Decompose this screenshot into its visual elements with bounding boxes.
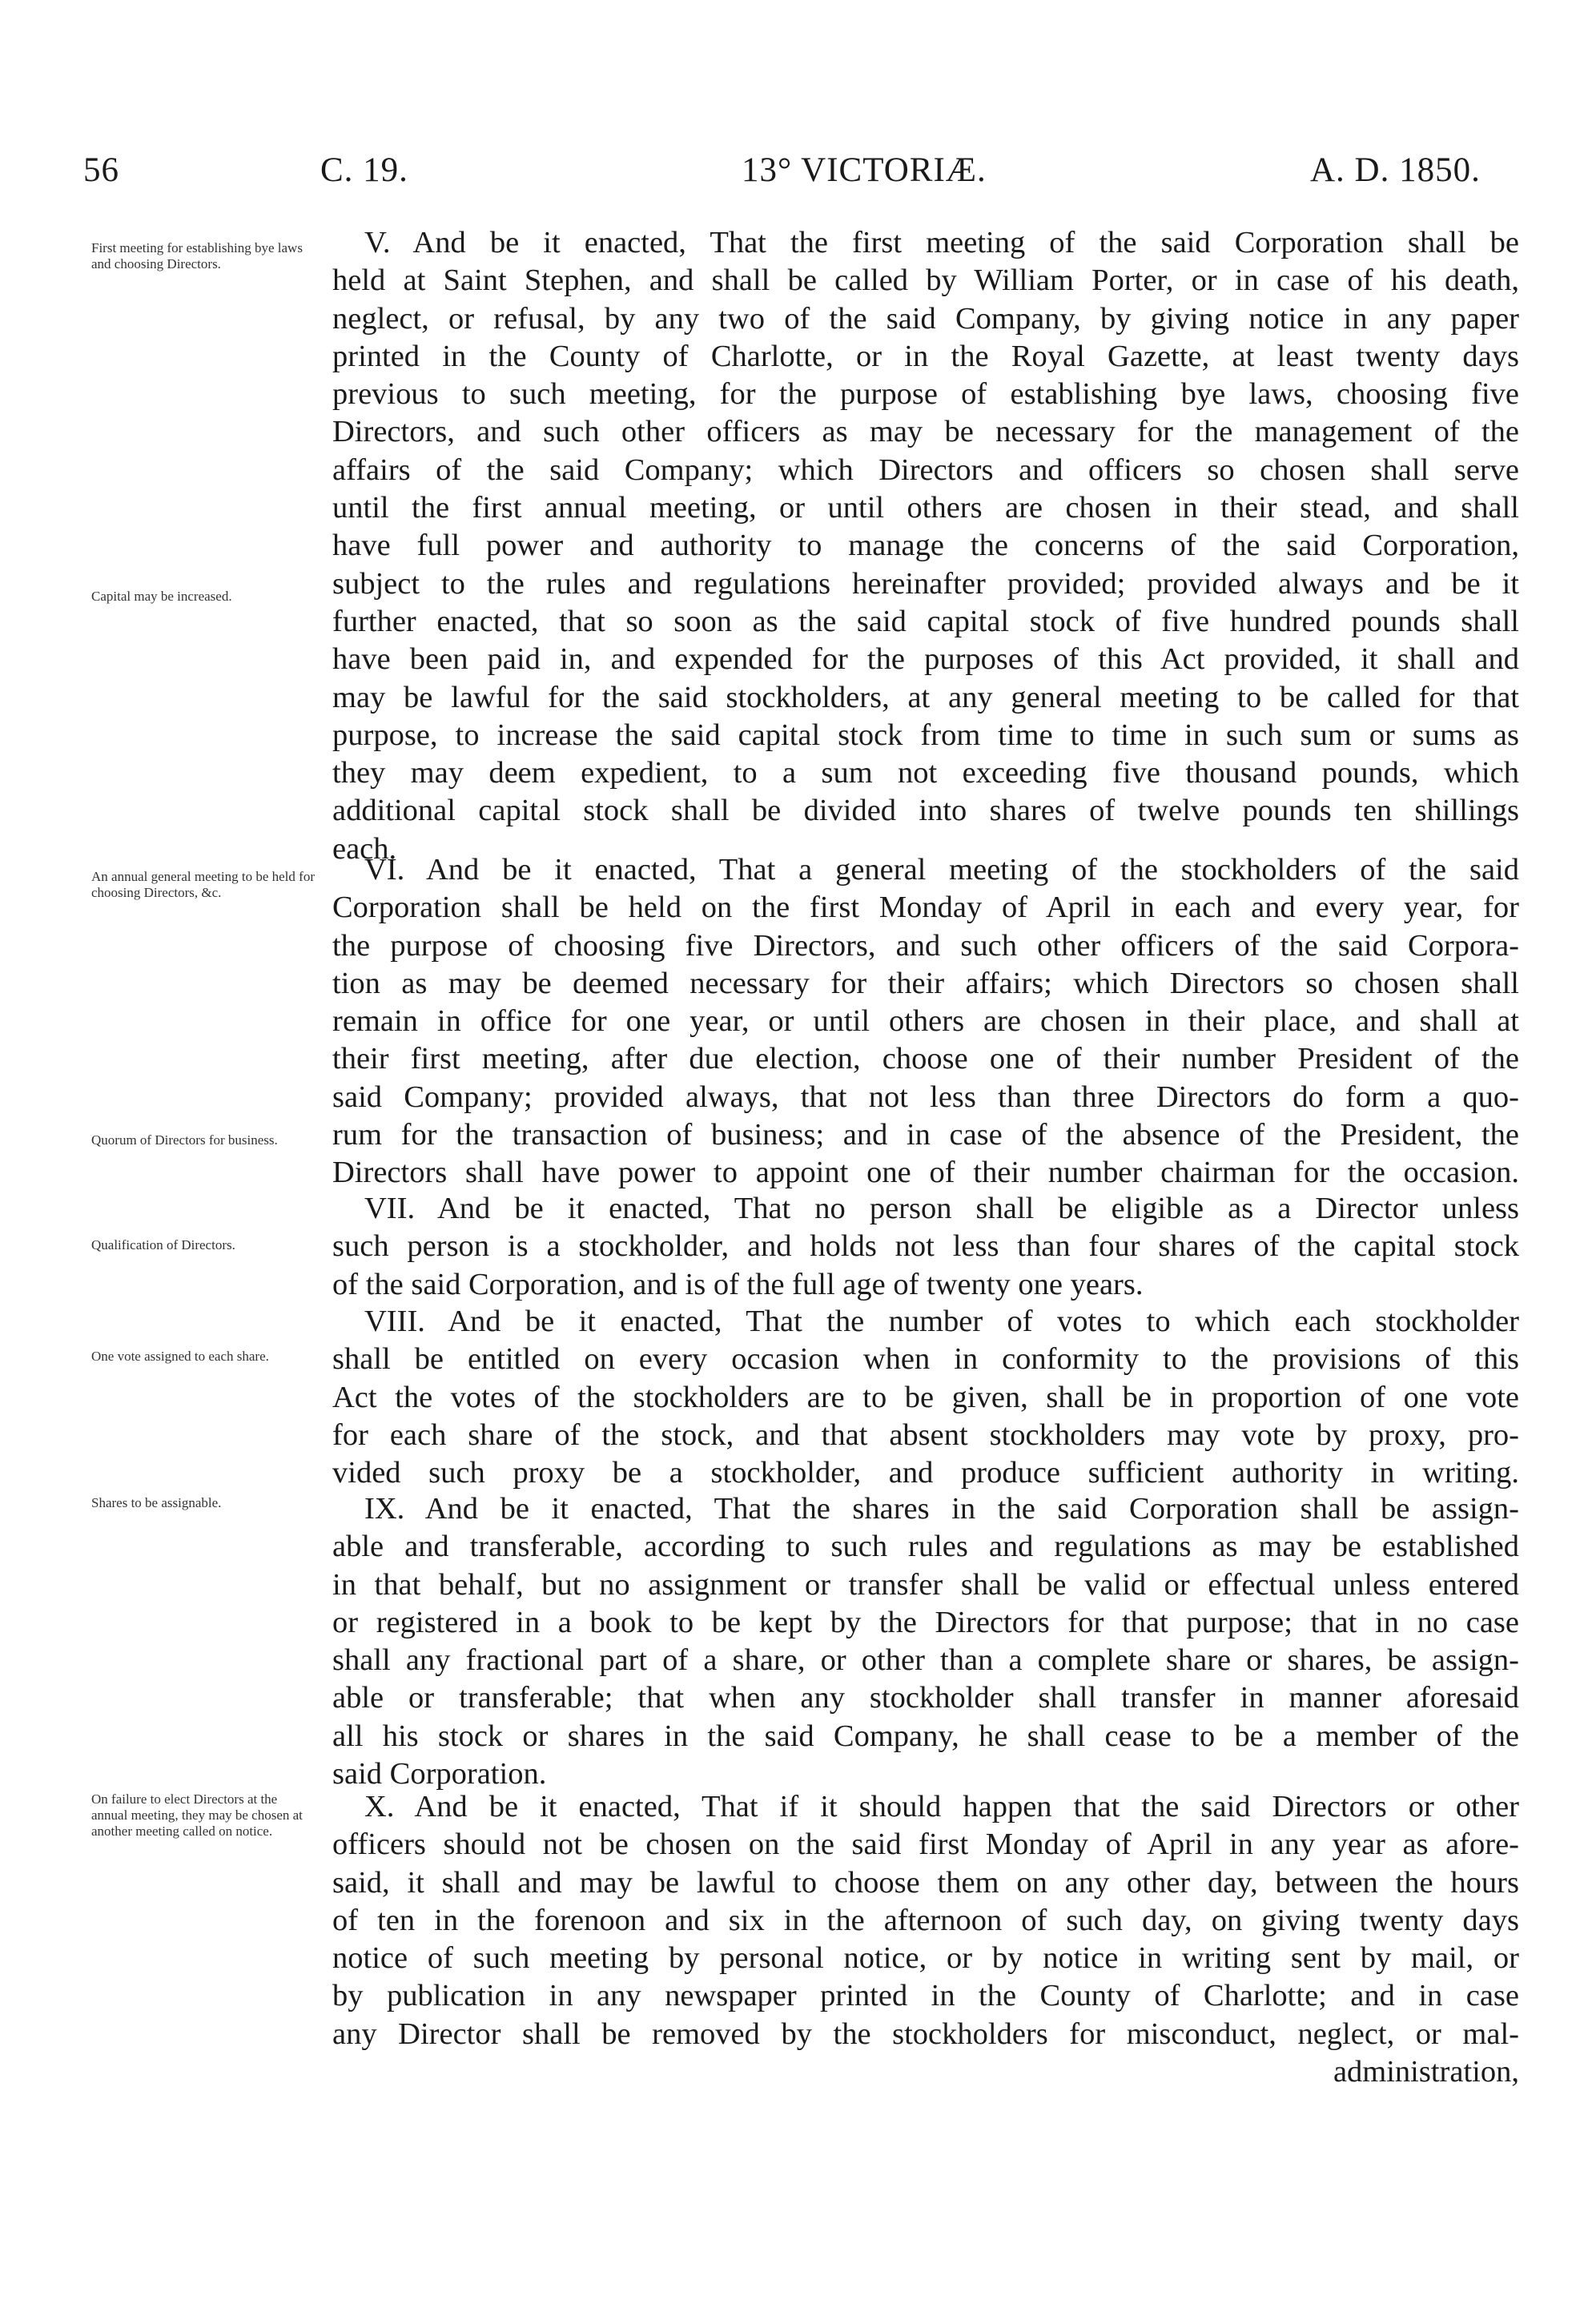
margin-note: Quorum of Directors for business. — [91, 1132, 278, 1148]
text-line: IX. And be it enacted, That the shares in the said Corporation shall be assign- — [364, 1492, 1519, 1526]
text-line: or registered in a book to be kept by the Directors for that purpose; that in no case — [332, 1605, 1519, 1639]
text-line: X. And be it enacted, That if it should happen that the said Directors or other — [364, 1790, 1519, 1823]
margin-note: Shares to be assignable. — [91, 1495, 222, 1510]
section-vi — [332, 851, 1519, 1192]
text-line: affairs of the said Company; which Directors and officers so chosen shall serve — [332, 452, 1519, 487]
chapter-number: C. 19. — [320, 151, 408, 189]
text-line: able or transferable; that when any stockholder shall transfer in manner aforesaid — [332, 1681, 1519, 1715]
text-line: VIII. And be it enacted, That the number of votes to which each stockholder — [364, 1305, 1519, 1338]
text-line: VII. And be it enacted, That no person shall be eligible as a Director unless — [364, 1192, 1519, 1225]
text-line: additional capital stock shall be divided into shares of twelve pounds ten shillings — [332, 794, 1519, 828]
text-line: previous to such meeting, for the purpose of establishing bye laws, choosing five — [332, 377, 1519, 412]
text-line: Corporation shall be held on the first Monday of April in each and every year, for — [332, 891, 1519, 925]
text-line: vided such proxy be a stockholder, and produce sufficient authority in writing. — [332, 1456, 1519, 1490]
text-line: for each share of the stock, and that absent stockholders may vote by proxy, pro- — [332, 1417, 1519, 1452]
page-header — [0, 151, 1596, 199]
text-line: Directors shall have power to appoint one of their number chairman for the occasion. — [332, 1156, 1519, 1190]
text-line: rum for the transaction of business; and in case of the absence of the President, the — [332, 1118, 1519, 1152]
year: A. D. 1850. — [1310, 151, 1481, 189]
text-line: of ten in the forenoon and six in the afternoon of such day, on giving twenty days — [332, 1903, 1519, 1937]
margin-note: Capital may be increased. — [91, 589, 232, 604]
catchword: administration, — [1333, 2055, 1519, 2089]
text-line: notice of such meeting by personal notice, or by notice in writing sent by mail, or — [332, 1941, 1519, 1976]
text-line: the purpose of choosing five Directors, and such other officers of the said Corpora- — [332, 928, 1519, 963]
text-line: of the said Corporation, and is of the full age of twenty one years. — [332, 1267, 1144, 1301]
text-line: may be lawful for the said stockholders, at any general meeting to be called for that — [332, 680, 1519, 714]
text-line: Directors, and such other officers as may be necessary for the management of the — [332, 415, 1519, 449]
text-line: all his stock or shares in the said Company, he shall cease to be a member of the — [332, 1719, 1519, 1753]
text-line: they may deem expedient, to a sum not exceeding five thousand pounds, which — [332, 756, 1519, 790]
page-number: 56 — [83, 151, 119, 189]
text-line: by publication in any newspaper printed in the County of Charlotte; and in case — [332, 1979, 1519, 2013]
section-vii — [332, 1190, 1519, 1304]
running-title: 13° VICTORIÆ. — [742, 151, 987, 189]
text-line: officers should not be chosen on the said first Monday of April in any year as afore- — [332, 1827, 1519, 1862]
text-line: Act the votes of the stockholders are to be given, shall be in proportion of one vote — [332, 1380, 1519, 1414]
text-line: have full power and authority to manage the concerns of the said Corporation, — [332, 529, 1519, 563]
text-line: until the first annual meeting, or until others are chosen in their stead, and shall — [332, 491, 1519, 525]
text-line: said, it shall and may be lawful to choose them on any other day, between the hours — [332, 1865, 1519, 1900]
text-line: said Company; provided always, that not less than three Directors do form a quo- — [332, 1080, 1519, 1114]
text-line: said Corporation. — [332, 1757, 547, 1791]
text-line: tion as may be deemed necessary for their affairs; which Directors so chosen shall — [332, 966, 1519, 1000]
text-line: in that behalf, but no assignment or transfer shall be valid or effectual unless entered — [332, 1567, 1519, 1602]
text-line: have been paid in, and expended for the purposes of this Act provided, it shall and — [332, 642, 1519, 677]
text-line: neglect, or refusal, by any two of the said Company, by giving notice in any paper — [332, 301, 1519, 336]
section-viii — [332, 1303, 1519, 1492]
text-line: their first meeting, after due election, choose one of their number President of the — [332, 1042, 1519, 1076]
margin-note: Qualification of Directors. — [91, 1237, 235, 1253]
text-line: printed in the County of Charlotte, or in the Royal Gazette, at least twenty days — [332, 339, 1519, 373]
margin-note: An annual general meeting to be held for choosing Directors, &c. — [91, 869, 315, 900]
text-line: further enacted, that so soon as the said capital stock of five hundred pounds shall — [332, 604, 1519, 638]
text-line: able and transferable, according to such rules and regulations as may be established — [332, 1530, 1519, 1564]
text-line: V. And be it enacted, That the first meeting of the said Corporation shall be — [364, 226, 1519, 259]
text-line: VI. And be it enacted, That a general meeting of the stockholders of the said — [364, 853, 1519, 887]
section-v — [332, 224, 1519, 868]
section-ix — [332, 1490, 1519, 1793]
text-line: subject to the rules and regulations hereinafter provided; provided always and be it — [332, 566, 1519, 601]
text-line: shall any fractional part of a share, or other than a complete share or shares, be assign- — [332, 1643, 1519, 1678]
margin-note: First meeting for establishing bye laws and choosing Directors. — [91, 240, 303, 271]
text-line: held at Saint Stephen, and shall be called by William Porter, or in case of his death, — [332, 263, 1519, 298]
text-line: remain in office for one year, or until others are chosen in their place, and shall at — [332, 1004, 1519, 1039]
section-x — [332, 1788, 1519, 2091]
text-line: purpose, to increase the said capital stock from time to time in such sum or sums as — [332, 718, 1519, 752]
text-line: such person is a stockholder, and holds not less than four shares of the capital stock — [332, 1229, 1519, 1264]
margin-note: One vote assigned to each share. — [91, 1349, 269, 1364]
text-line: any Director shall be removed by the stockholders for misconduct, neglect, or mal- — [332, 2016, 1519, 2051]
text-line: each. — [332, 831, 397, 866]
text-line: shall be entitled on every occasion when in conformity to the provisions of this — [332, 1342, 1519, 1377]
margin-note: On failure to elect Directors at the annual meeting, they may be chosen at another meeting called on notice. — [91, 1791, 303, 1839]
